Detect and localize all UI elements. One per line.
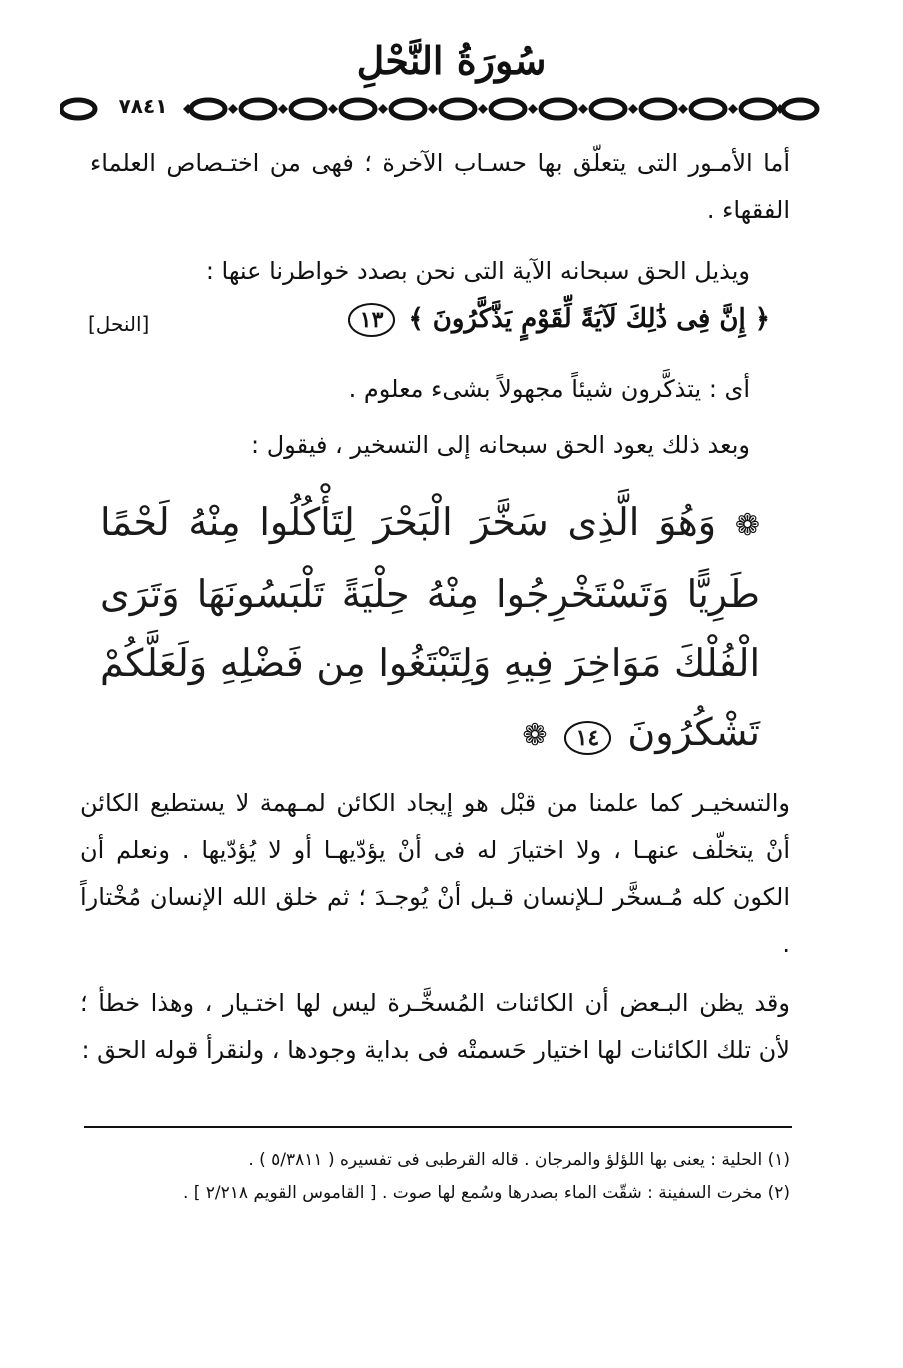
surah-reference: [النحل] xyxy=(88,312,150,336)
verse-text: ﴿ إِنَّ فِى ذَٰلِكَ لَآيَةً لِّقَوْمٍ يَذَّكَّرُونَ ﴾ xyxy=(408,304,770,334)
footnote-1: (١) الحلية : يعنى بها اللؤلؤ والمرجان . قاله القرطبى فى تفسيره ( ٥/٣٨١١ ) . xyxy=(248,1150,790,1170)
verse-number: ١٣ xyxy=(348,303,396,337)
footnote-2: (٢) مخرت السفينة : شقّت الماء بصدرها وسُمع لها صوت . [ القاموس القويم ٢/٢١٨ ] . xyxy=(182,1183,790,1203)
quran-verse-large xyxy=(100,488,760,770)
footnote-divider xyxy=(84,1126,792,1128)
decorative-border-icon xyxy=(60,94,820,124)
page-number: ٧٨٤١ xyxy=(118,94,168,118)
paragraph-2: ويذيل الحق سبحانه الآية التى نحن بصدد خواطرنا عنها : xyxy=(205,257,750,285)
verse-start-ornament-icon: ❁ xyxy=(734,508,760,543)
surah-title: سُورَةُ النَّحْلِ xyxy=(356,38,547,83)
verse-end-ornament-icon: ❁ xyxy=(522,718,548,753)
paragraph-3: أى : يتذكَّرون شيئاً مجهولاً بشىء معلوم . xyxy=(348,375,750,403)
verse-number: ١٤ xyxy=(564,721,612,755)
quran-verse-small xyxy=(230,303,770,337)
paragraph-1: أما الأمـور التى يتعلّق بها حسـاب الآخرة ؛ فهى من اختـصاص العلماء الفقهاء . xyxy=(90,149,790,224)
verse-text: وَهُوَ الَّذِى سَخَّرَ الْبَحْرَ لِتَأْكُلُوا مِنْهُ لَحْمًا طَرِيًّا وَتَسْتَخْرِجُوا مِنْهُ حِلْيَةً تَلْبَسُونَهَا وَتَرَى الْفُلْكَ مَوَاخِرَ فِيهِ وَلِتَبْتَغُوا مِن فَضْلِهِ وَلَعَلَّكُمْ تَشْكُرُونَ xyxy=(100,500,760,754)
paragraph-4: وبعد ذلك يعود الحق سبحانه إلى التسخير ، فيقول : xyxy=(251,431,750,459)
paragraph-5: والتسخيـر كما علمنا من قبْل هو إيجاد الكائن لمـهمة لا يستطيع الكائن أنْ يتخلّف عنهـا ، ولا اختيارَ له فى أنْ يؤدّيهـا أو لا يُؤدّيها . ونعلم أن الكون كله مُـسخَّر لـلإنسان قـبل أنْ يُوجـدَ ؛ ثم خلق الله الإنسان مُخْتاراً . xyxy=(80,789,790,958)
paragraph-6: وقد يظن البـعض أن الكائنات المُسخَّـرة ليس لها اختـيار ، وهذا خطأ ؛ لأن تلك الكائنات لها اختيار حَسمتْه فى بداية وجودها ، ولنقرأ قوله الحق : xyxy=(80,989,790,1064)
